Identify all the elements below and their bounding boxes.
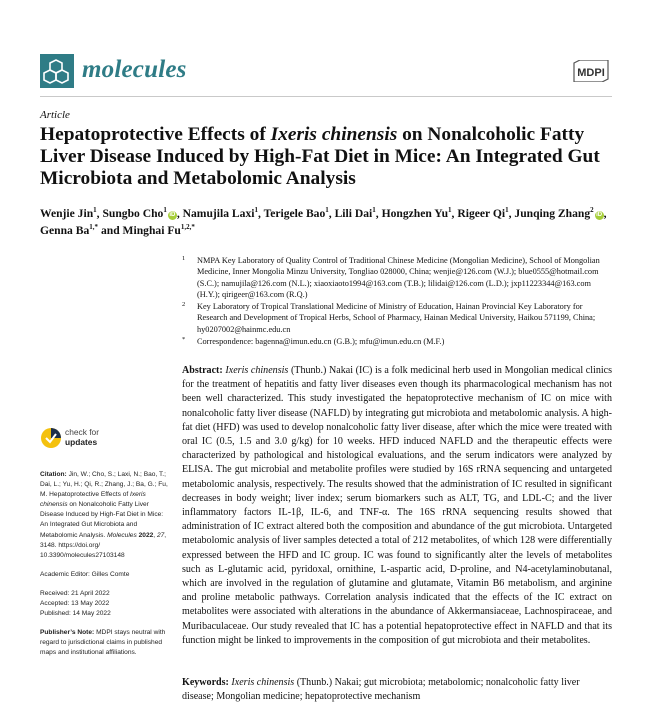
author-separator: ,: [328, 207, 335, 220]
abstract-species: Ixeris chinensis: [225, 365, 289, 376]
article-info-sidebar: [40, 470, 168, 668]
affiliation-number: 1: [182, 255, 186, 262]
keywords-label: Keywords:: [182, 677, 229, 688]
author-name[interactable]: Namujila Laxi: [182, 207, 255, 220]
affiliation-item: [182, 336, 612, 347]
author-separator: ,: [451, 207, 458, 220]
publication-dates: [40, 589, 168, 619]
article-title: Hepatoprotective Effects of Ixeris chinensis on Nonalcoholic Fatty Liver Disease Induced by High-Fat Diet in Mice: An Integrated Gut Microbiota and Metabolomic Analysis: [40, 124, 600, 189]
citation: Citation: Jin, W.; Cho, S.; Laxi, N.; Bao, T.; Dai, L.; Yu, H.; Qi, R.; Zhang, J.; Ba, G.; Fu, M. Hepatoprotective Effects of Ixeris chinensis on Nonalcoholic Fatty Liver Disease Induced by High-Fat Diet in Mice: An Integrated Gut Microbiota and Metabolomic Analysis. Molecules 2022, 27, 3148. https://doi.org/ 10.3390/molecules27103148: [40, 471, 168, 559]
received-date: Received: 21 April 2022: [40, 589, 110, 597]
article-type: Article: [40, 109, 70, 121]
author-separator: ,: [257, 207, 264, 220]
author-separator: ,: [96, 207, 103, 220]
abstract: [182, 364, 612, 648]
keywords-text: (Thunb.) Nakai; gut microbiota; metabolomic; nonalcoholic fatty liver disease; Mongolian medicine; hepatoprotective mechanism: [182, 677, 580, 703]
check-for-updates-icon: [40, 426, 62, 450]
author-name[interactable]: Lili Dai: [334, 207, 373, 220]
author-name[interactable]: Minghai Fu: [122, 224, 181, 237]
affiliation-item: [182, 301, 612, 335]
published-date: Published: 14 May 2022: [40, 610, 111, 618]
molecules-logo-icon: [40, 54, 74, 88]
author-name[interactable]: Junqing Zhang: [514, 207, 591, 220]
mdpi-logo-icon: [570, 60, 612, 82]
header-divider: [40, 96, 612, 97]
author-name[interactable]: Rigeer Qi: [457, 207, 506, 220]
author-separator: and: [98, 224, 123, 237]
affiliation-text: Key Laboratory of Tropical Translational Medicine of Ministry of Education, Hainan Provincial Key Laboratory for Research and Development of Tropical Herbs, School of Pharmacy, Hainan Medical University, Haikou 571199, China; hy0207002@hainmc.edu.cn: [197, 302, 596, 334]
accepted-date: Accepted: 13 May 2022: [40, 600, 110, 608]
svg-text:MDPI: MDPI: [577, 67, 605, 79]
affiliation-number: *: [182, 336, 186, 344]
author-separator: ,: [176, 207, 183, 220]
author-affiliation-mark: 1,2,*: [180, 223, 195, 232]
author-affiliation-mark: 1: [163, 206, 167, 215]
orcid-icon[interactable]: iD: [596, 212, 603, 218]
affiliation-text: NMPA Key Laboratory of Quality Control of Traditional Chinese Medicine (Mongolian Medicine), School of Mongolian Medicine, Inner Mongolia Minzu University, Tongliao 028000, China; wenjie@126.com (W.J.); blue0555@hotmail.com (S.C.); namujila@126.com (N.L.); xiaoxiaoto1994@163.com (T.B.); lilidai@126.com (L.D.); jxp11223344@163.com (H.Y.); qirigeer@163.com (R.Q.): [197, 256, 600, 299]
author-name[interactable]: Wenjie Jin: [40, 207, 94, 220]
affiliations: [182, 255, 612, 348]
author-affiliation-mark: 2: [590, 206, 594, 215]
author-affiliation-mark: 1,*: [89, 223, 99, 232]
author-affiliation-mark: 1: [372, 206, 376, 215]
publisher-note: Publisher’s Note: MDPI stays neutral with regard to jurisdictional claims in published maps and institutional affiliations.: [40, 629, 166, 657]
title-species: Ixeris chinensis: [270, 124, 398, 145]
journal-name: molecules: [82, 56, 187, 83]
author-affiliation-mark: 1: [448, 206, 452, 215]
author-list: [40, 205, 612, 239]
affiliation-text: Correspondence: bagenna@imun.edu.cn (G.B.); mfu@imun.edu.cn (M.F.): [197, 337, 445, 347]
keywords-species: Ixeris chinensis: [231, 677, 295, 688]
author-affiliation-mark: 1: [505, 206, 509, 215]
check-for-updates-badge[interactable]: [40, 426, 130, 452]
author-name[interactable]: Hongzhen Yu: [381, 207, 449, 220]
author-separator: ,: [375, 207, 382, 220]
author-affiliation-mark: 1: [325, 206, 329, 215]
check-for-updates-text: check for updates: [65, 427, 99, 447]
academic-editor: Academic Editor: Gilles Comte: [40, 570, 130, 578]
author-affiliation-mark: 1: [93, 206, 97, 215]
abstract-text: (Thunb.) Nakai (IC) is a folk medicinal herb used in Mongolian medical clinics for the treatment of hepatitis and fatty liver diseases even though its pharmacological mechanism has not been well characterized. This study investigated the hepatoprotective mechanism of IC on mice with nonalcoholic fatty liver disease (NAFLD) by integrating gut microbiota and metabolomic analysis. A high-fat diet (HFD) was used to develop nonalcoholic fatty liver disease, after which the mice were treated with oral IC (0.5, 1.5 and 3.0 g/kg) for 10 weeks. HFD induced NAFLD and the therapeutic effects were characterized by pathological and histological evaluations, and the serum indicators were analyzed by ELISA. The gut microbial and metabolite profiles were studied by 16S rRNA sequencing and untargeted metabolomic analysis, respectively. The results showed that the administration of IC resulted in significant decreases in body weight; liver index; serum biomarkers such as ALT, TG, and LDL-C; and the liver inflammatory factors IL-1β, IL-6, and TNF-α. The 16S rRNA sequencing results showed that administration of IC extract altered both the composition and abundance of the gut microbiota. Untargeted metabolomic analysis of liver samples detected a total of 212 metabolites, of which 128 were differentially expressed between the HFD and IC group. IC was found to significantly alter the levels of metabolites such as L-glutamic acid, pyridoxal, ornithine, L-aspartic acid, D-proline, and N4-acetylaminobutanal, which are involved in the regulation of glutamine and glutamate, Vitamin B6 metabolism, and arginine and proline metabolic pathways. Correlation analysis indicated that the effects of the IC extract on metabolites were associated with alterations in the abundance of Akkermansiaceae, Lachnospiraceae, and Muribaculaceae. Our study revealed that IC has a potential hepatoprotective effect in NAFLD and that its function might be linked to improvements in the composition of gut microbiota and their metabolites.: [182, 365, 613, 646]
author-name[interactable]: Terigele Bao: [263, 207, 326, 220]
orcid-icon[interactable]: iD: [169, 212, 176, 218]
journal-header: [40, 54, 612, 94]
keywords: [182, 676, 612, 704]
affiliation-number: 2: [182, 301, 186, 309]
author-separator: ,: [603, 207, 607, 220]
affiliation-item: [182, 255, 612, 300]
author-name[interactable]: Genna Ba: [40, 224, 90, 237]
author-affiliation-mark: 1: [254, 206, 258, 215]
author-name[interactable]: Sungbo Cho: [102, 207, 164, 220]
author-separator: ,: [508, 207, 515, 220]
abstract-label: Abstract:: [182, 365, 223, 376]
